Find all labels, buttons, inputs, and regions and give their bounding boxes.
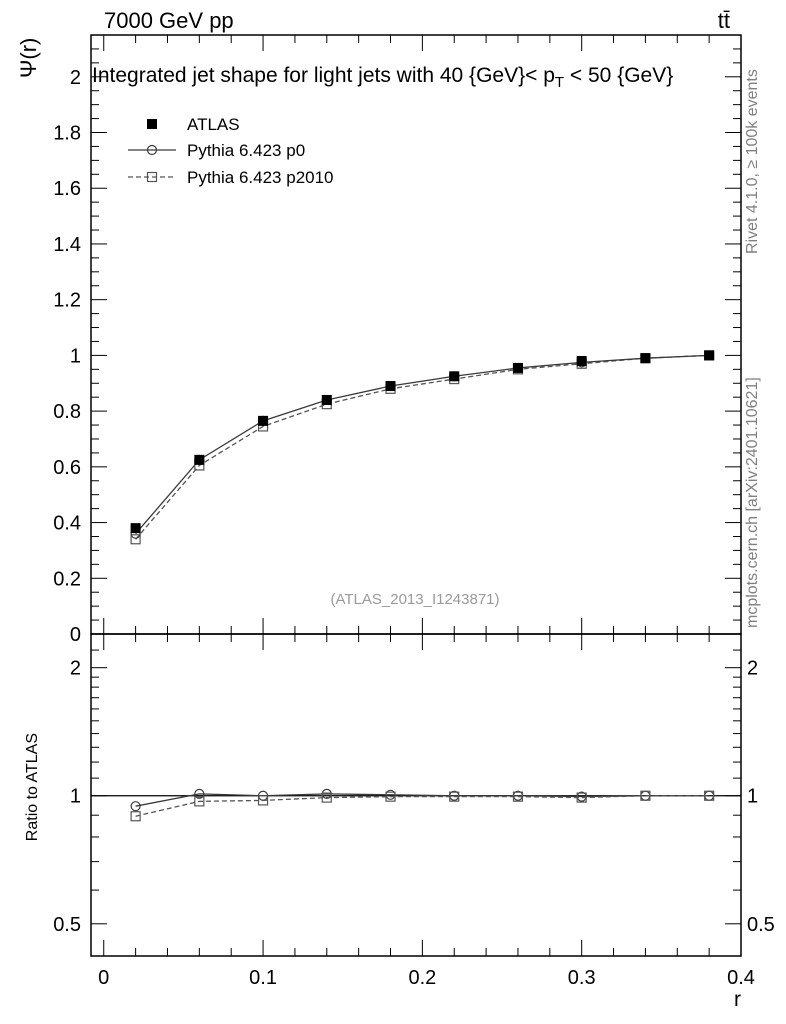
main-y-tick-label: 0.6 bbox=[53, 456, 81, 479]
legend-label-p0: Pythia 6.423 p0 bbox=[187, 141, 306, 160]
main-y-tick-label: 0.2 bbox=[53, 568, 81, 591]
main-point-atlas bbox=[577, 356, 587, 366]
ratio-y-tick-label: 1 bbox=[69, 785, 81, 808]
ratio-x-tick-label: 0.1 bbox=[249, 967, 277, 989]
main-point-atlas bbox=[131, 523, 141, 533]
plot-title-main: Integrated jet shape for light jets with 40 {GeV}< p bbox=[92, 64, 555, 87]
main-y-tick-label: 1.2 bbox=[53, 289, 81, 312]
x-axis-title: r bbox=[734, 988, 741, 1011]
main-y-axis-title: Ψ(r) bbox=[16, 37, 41, 78]
ratio-x-tick-label: 0 bbox=[98, 967, 110, 989]
rivet-label: Rivet 4.1.0, ≥ 100k events bbox=[744, 69, 761, 254]
ratio-y-tick-label: 0.5 bbox=[53, 913, 81, 936]
energy-label: 7000 GeV pp bbox=[104, 8, 234, 33]
legend-label-p2010: Pythia 6.423 p2010 bbox=[187, 168, 334, 187]
ratio-x-tick-label: 0.2 bbox=[408, 967, 437, 989]
analysis-watermark: (ATLAS_2013_I1243871) bbox=[330, 591, 500, 608]
source-label: mcplots.cern.ch [arXiv:2401.10621] bbox=[744, 377, 761, 628]
ratio-y-tick-label: 2 bbox=[69, 657, 81, 680]
main-point-atlas bbox=[704, 350, 714, 360]
ratio-series-line-p2010 bbox=[136, 796, 710, 816]
main-y-tick-label: 1.8 bbox=[53, 122, 81, 145]
main-series-line-p2010 bbox=[136, 355, 710, 539]
plot-title-tail: < 50 {GeV} bbox=[564, 64, 674, 87]
ratio-x-tick-label: 0.3 bbox=[567, 967, 596, 989]
main-point-atlas bbox=[194, 455, 204, 465]
main-y-tick-label: 0 bbox=[69, 624, 81, 646]
main-point-atlas bbox=[640, 353, 650, 363]
process-label: tt̄ bbox=[717, 8, 730, 33]
ratio-y-tick-label-right: 1 bbox=[747, 785, 759, 808]
main-y-tick-label: 1.4 bbox=[53, 233, 81, 256]
ratio-y-tick-label-right: 2 bbox=[747, 657, 759, 680]
main-series-line-p0 bbox=[136, 355, 710, 533]
main-y-tick-label: 2 bbox=[69, 66, 81, 89]
main-y-tick-label: 0.8 bbox=[53, 401, 81, 424]
ratio-y-tick-label-right: 0.5 bbox=[747, 913, 775, 936]
main-point-atlas bbox=[513, 363, 523, 373]
main-point-atlas bbox=[258, 416, 268, 426]
legend-marker-atlas bbox=[147, 119, 157, 129]
ratio-y-axis-title: Ratio to ATLAS bbox=[24, 733, 41, 842]
legend-label-atlas: ATLAS bbox=[187, 115, 240, 134]
ratio-x-tick-label: 0.4 bbox=[727, 967, 755, 989]
plot-title-subscript: T bbox=[554, 74, 565, 92]
main-y-tick-label: 0.4 bbox=[53, 512, 81, 535]
main-point-atlas bbox=[449, 371, 459, 381]
main-y-tick-label: 1.6 bbox=[53, 178, 81, 201]
main-point-atlas bbox=[386, 381, 396, 391]
main-point-atlas bbox=[322, 395, 332, 405]
main-y-tick-label: 1 bbox=[69, 345, 81, 368]
